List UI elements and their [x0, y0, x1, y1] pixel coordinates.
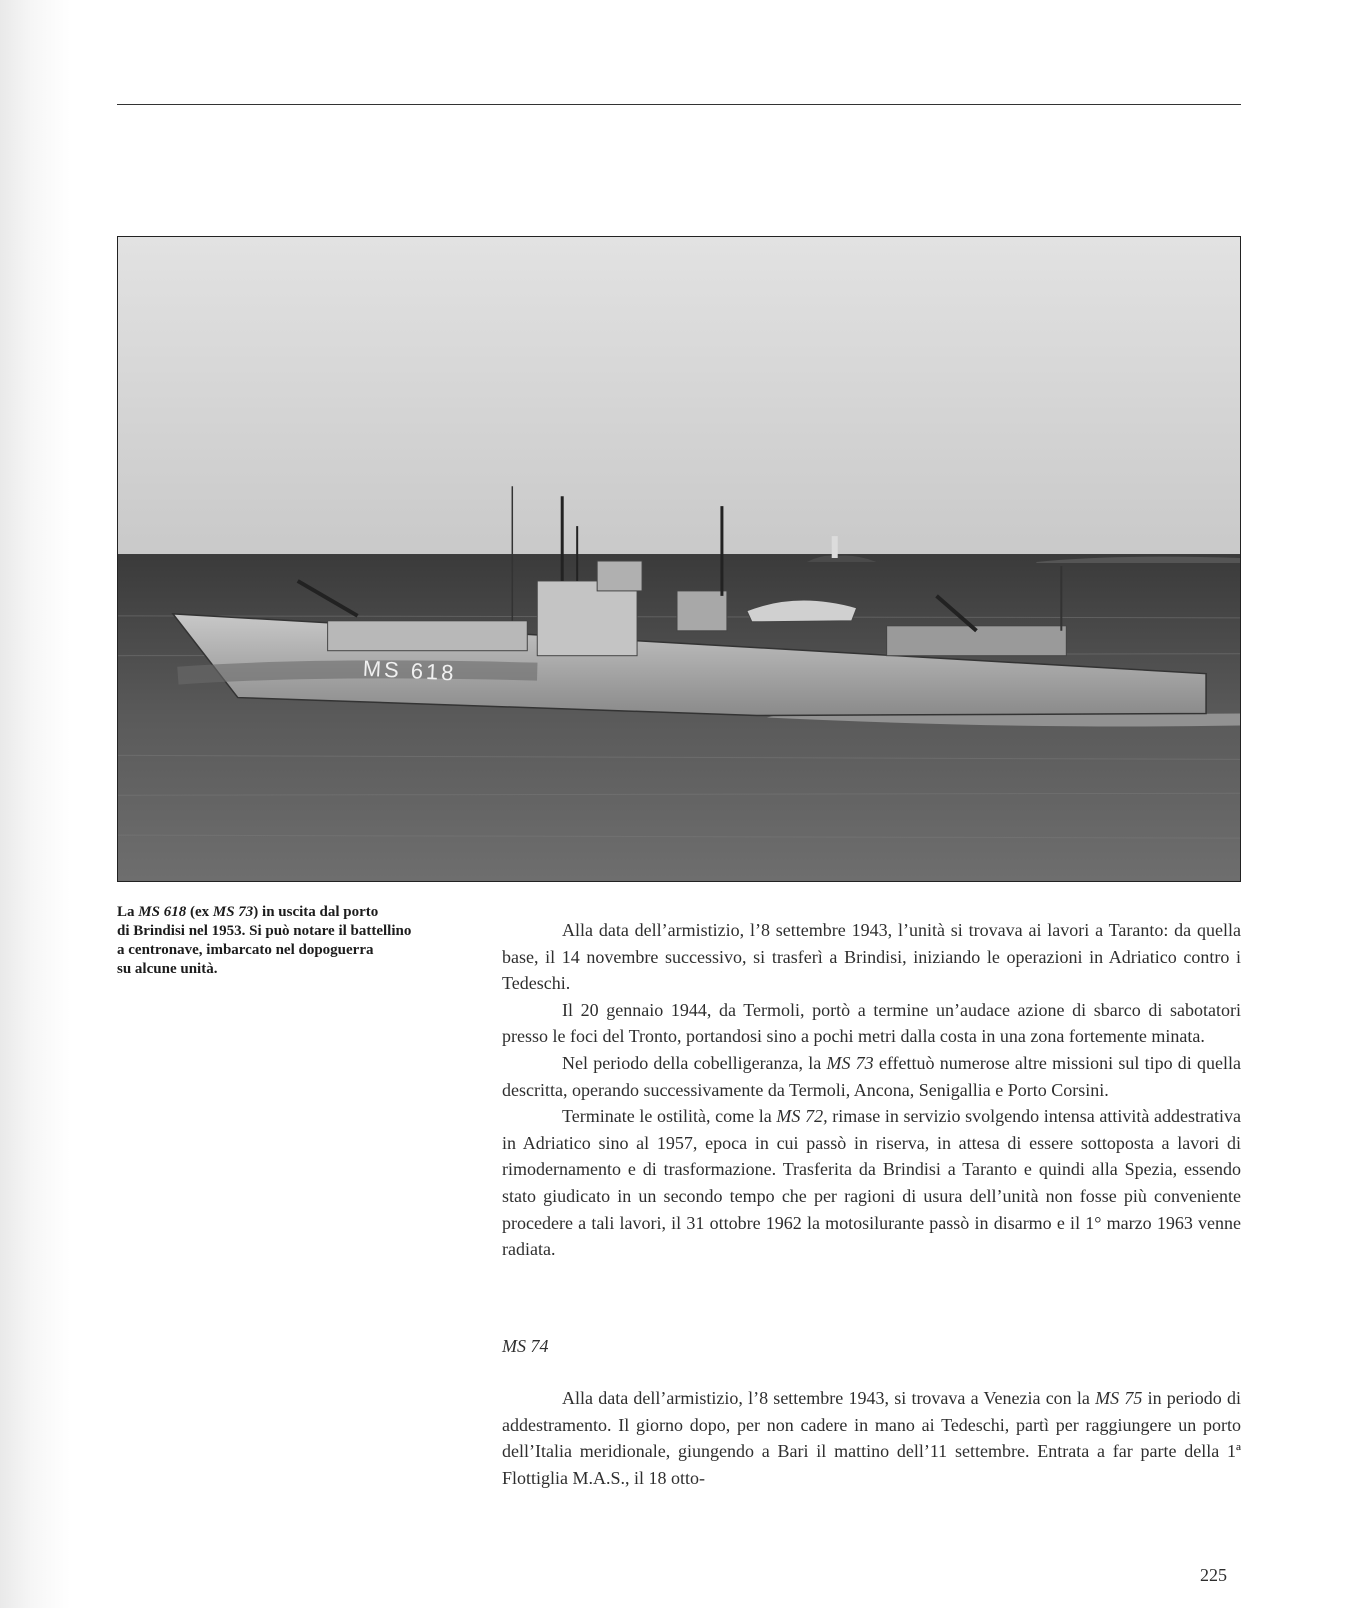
page-gutter-shadow — [0, 0, 70, 1608]
paragraph-termoli: Il 20 gennaio 1944, da Termoli, portò a termine un’audace azione di sbarco di sabotatori presso le foci del Tronto, portandosi sino a pochi metri dalla costa in una zona fortemente minata. — [502, 999, 1241, 1047]
photo-caption — [117, 903, 477, 979]
paragraph-armistice: Alla data dell’armistizio, l’8 settembre 1943, l’unità si trovava ai lavori a Taranto: da quella base, il 14 novembre successivo, si trasferì a Brindisi, iniziando le operazioni in Adriatico contro i Tedeschi. — [502, 920, 1241, 994]
main-text-ms73 — [502, 917, 1241, 1263]
main-text-ms74 — [502, 1385, 1241, 1491]
header-rule — [117, 104, 1241, 105]
caption-line-2: di Brindisi nel 1953. Si può notare il battellino — [117, 923, 412, 939]
caption-line-1: La MS 618 (ex MS 73) in uscita dal porto — [117, 904, 379, 920]
page-number: 225 — [1200, 1565, 1227, 1585]
caption-line-3: a centronave, imbarcato nel dopoguerra — [117, 942, 374, 958]
paragraph-ms74-armistice: Alla data dell’armistizio, l’8 settembre 1943, si trovava a Venezia con la MS 75 in periodo di addestramento. Il giorno dopo, per non cadere in mano ai Tedeschi, partì per raggiungere un porto dell’Italia meridionale, giungendo a Bari il mattino dell’11 settembre. Entrata a far parte della 1ª Flottiglia M.A.S., il 18 otto- — [502, 1388, 1241, 1488]
paragraph-postwar: Terminate le ostilità, come la MS 72, rimase in servizio svolgendo intensa attività addestrativa in Adriatico sino al 1957, epoca in cui passò in riserva, in attesa di essere sottoposta a lavori di rimodernamento e di trasformazione. Trasferita da Brindisi a Taranto e quindi alla Spezia, essendo stato giudicato in un secondo tempo che per ragioni di usura dell’unità non fosse più conveniente procedere a tali lavori, il 31 ottobre 1962 la motosilurante passò in disarmo e il 1° marzo 1963 venne radiata. — [502, 1106, 1242, 1260]
motor-torpedo-boat-photo-icon — [118, 237, 1240, 881]
paragraph-cobelligerence: Nel periodo della cobelligeranza, la MS 73 effettuò numerose altre missioni sul tipo di quella descritta, operando successivamente da Termoli, Ancona, Senigallia e Porto Corsini. — [502, 1052, 1241, 1100]
hull-marking: MS 618 — [362, 655, 458, 686]
section-heading-ms74: MS 74 — [502, 1336, 549, 1356]
caption-line-4: su alcune unità. — [117, 961, 218, 977]
ship-photograph — [117, 236, 1241, 882]
